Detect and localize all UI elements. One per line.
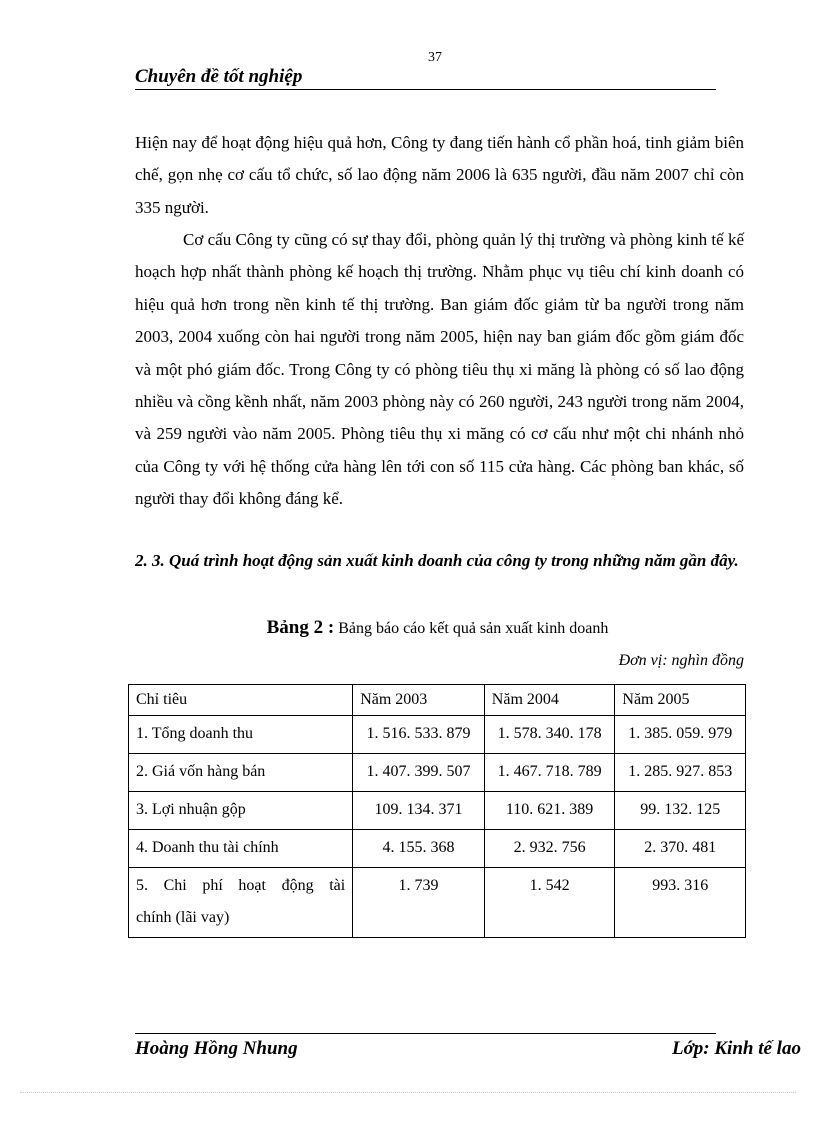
table-caption xyxy=(0,617,816,639)
footer-class: Lớp: Kinh tế lao xyxy=(672,1038,801,1059)
unit-note: Đơn vị: nghìn đồng xyxy=(618,652,744,669)
section-heading: 2. 3. Quá trình hoạt động sản xuất kinh doanh của công ty trong những năm gần đây. xyxy=(135,551,739,570)
value-cell: 1. 542 xyxy=(484,868,615,938)
value-cell: 4. 155. 368 xyxy=(353,830,485,868)
value-cell: 2. 932. 756 xyxy=(484,830,615,868)
row-label: 1. Tổng doanh thu xyxy=(129,716,353,754)
row-label: 2. Giá vốn hàng bán xyxy=(129,754,353,792)
value-cell: 110. 621. 389 xyxy=(484,792,615,830)
row-label xyxy=(129,868,353,938)
header-cell: Chỉ tiêu xyxy=(129,685,353,716)
table-row xyxy=(129,830,746,868)
header-cell: Năm 2003 xyxy=(353,685,485,716)
value-cell: 993. 316 xyxy=(615,868,746,938)
row-label: 4. Doanh thu tài chính xyxy=(129,830,353,868)
value-cell: 2. 370. 481 xyxy=(615,830,746,868)
business-results-table xyxy=(128,684,746,938)
page-number: 37 xyxy=(428,50,442,65)
header-title: Chuyên đề tốt nghiệp xyxy=(135,66,303,87)
value-cell: 1. 285. 927. 853 xyxy=(615,754,746,792)
value-cell: 1. 385. 059. 979 xyxy=(615,716,746,754)
table-row xyxy=(129,716,746,754)
header-rule xyxy=(135,89,716,90)
header-cell: Năm 2005 xyxy=(615,685,746,716)
table-header-row xyxy=(129,685,746,716)
table-row xyxy=(129,792,746,830)
row-label: 3. Lợi nhuận gộp xyxy=(129,792,353,830)
value-cell: 1. 578. 340. 178 xyxy=(484,716,615,754)
value-cell: 1. 467. 718. 789 xyxy=(484,754,615,792)
page-bottom-divider xyxy=(20,1092,796,1093)
row-label-line-2: chính (lãi vay) xyxy=(136,909,230,926)
value-cell: 1. 739 xyxy=(353,868,485,938)
paragraph-2: Cơ cấu Công ty cũng có sự thay đổi, phòng quản lý thị trường và phòng kinh tế kế hoạch hợp nhất thành phòng kế hoạch thị trường. Nhằm phục vụ tiêu chí kinh doanh có hiệu quả hơn trong nền kinh tế thị trường. Ban giám đốc giảm từ ba người trong năm 2003, 2004 xuống còn hai người trong năm 2005, hiện nay ban giám đốc gồm giám đốc và một phó giám đốc. Trong Công ty có phòng tiêu thụ xi măng là phòng có số lao động nhiều và cồng kềnh nhất, năm 2003 phòng này có 260 người, 243 người trong năm 2004, và 259 người vào năm 2005. Phòng tiêu thụ xi măng có cơ cấu như một chi nhánh nhỏ của Công ty với hệ thống cửa hàng lên tới con số 115 cửa hàng. Các phòng ban khác, số người thay đổi không đáng kể. xyxy=(135,230,744,509)
table-row xyxy=(129,868,746,938)
footer-author: Hoàng Hồng Nhung xyxy=(135,1038,298,1059)
row-label-line-1: 5. Chi phí hoạt động tài xyxy=(136,877,346,894)
header-cell: Năm 2004 xyxy=(484,685,615,716)
value-cell: 99. 132. 125 xyxy=(615,792,746,830)
table-caption-text: Bảng báo cáo kết quả sản xuất kinh doanh xyxy=(338,620,609,637)
footer-rule xyxy=(135,1033,716,1034)
value-cell: 1. 516. 533. 879 xyxy=(353,716,485,754)
paragraph-1: Hiện nay để hoạt động hiệu quả hơn, Công ty đang tiến hành cổ phần hoá, tinh giảm biên chế, gọn nhẹ cơ cấu tổ chức, số lao động năm 2006 là 635 người, đầu năm 2007 chỉ còn 335 người. xyxy=(135,133,744,217)
value-cell: 1. 407. 399. 507 xyxy=(353,754,485,792)
value-cell: 109. 134. 371 xyxy=(353,792,485,830)
table-row xyxy=(129,754,746,792)
table-caption-label: Bảng 2 : xyxy=(266,617,335,638)
